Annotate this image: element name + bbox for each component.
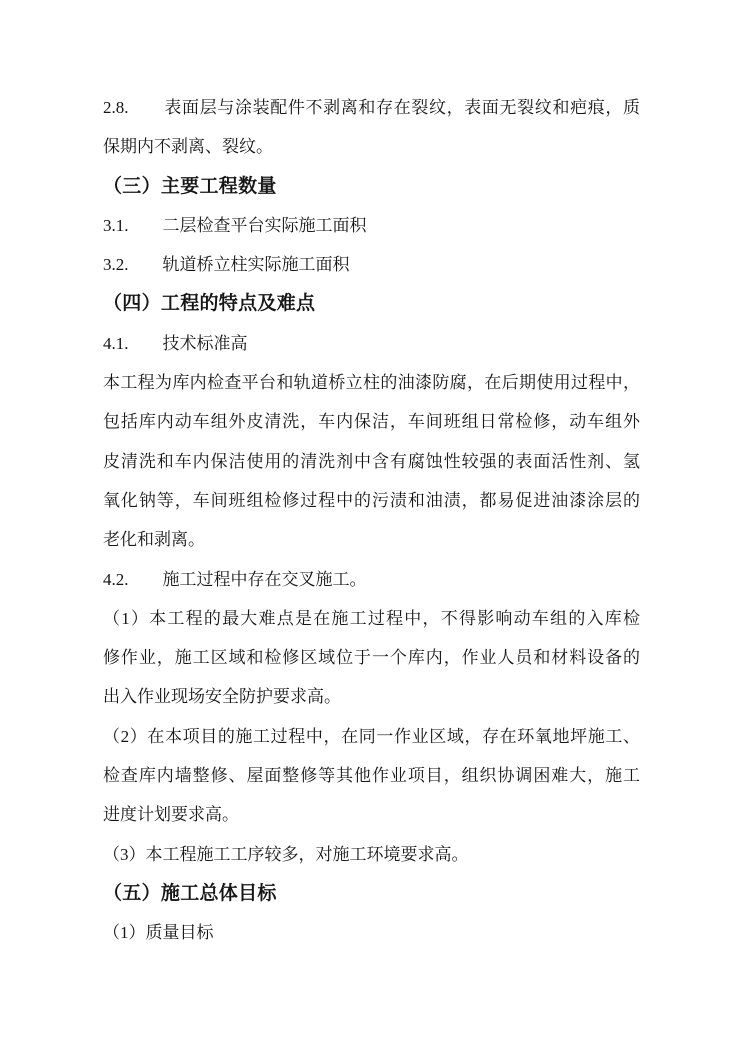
text-line: 皮清洗和车内保洁使用的清洗剂中含有腐蚀性较强的表面活性剂、氢	[103, 451, 640, 471]
section-heading: （五）施工总体目标	[103, 882, 277, 904]
text-line: 4.2. 施工过程中存在交叉施工。	[103, 569, 367, 589]
text-line: 2.8. 表面层与涂装配件不剥离和存在裂纹，表面无裂纹和疤痕，质	[103, 98, 640, 117]
text-line: 老化和剥离。	[103, 530, 205, 550]
text-line: 4.1. 技术标准高	[103, 333, 248, 353]
text-line: （1）本工程的最大难点是在施工过程中，不得影响动车组的入库检	[103, 608, 640, 628]
text-line: （1）质量目标	[103, 923, 214, 943]
text-line: （3）本工程施工工序较多，对施工环境要求高。	[103, 844, 469, 864]
text-line: 检查库内墙整修、屋面整修等其他作业项目，组织协调困难大，施工	[103, 766, 640, 786]
section-heading: （三）主要工程数量	[103, 175, 277, 197]
text-line: 氧化钠等，车间班组检修过程中的污渍和油渍，都易促进油漆涂层的	[103, 490, 640, 510]
text-line: （2）在本项目的施工过程中，在同一作业区域，存在环氧地坪施工、	[103, 726, 640, 746]
text-line: 本工程为库内检查平台和轨道桥立柱的油漆防腐，在后期使用过程中，	[103, 373, 640, 393]
document-content	[103, 88, 640, 953]
section-heading: （四）工程的特点及难点	[103, 293, 316, 315]
text-line: 3.1. 二层检查平台实际施工面积	[103, 215, 367, 235]
text-line: 包括库内动车组外皮清洗，车内保洁，车间班组日常检修，动车组外	[103, 412, 640, 432]
text-line: 3.2. 轨道桥立柱实际施工面积	[103, 255, 350, 275]
text-line: 保期内不剥离、裂纹。	[103, 137, 273, 157]
text-line: 进度计划要求高。	[103, 805, 239, 825]
text-line: 修作业，施工区域和检修区域位于一个库内，作业人员和材料设备的	[103, 648, 640, 668]
text-line: 出入作业现场安全防护要求高。	[103, 687, 341, 707]
